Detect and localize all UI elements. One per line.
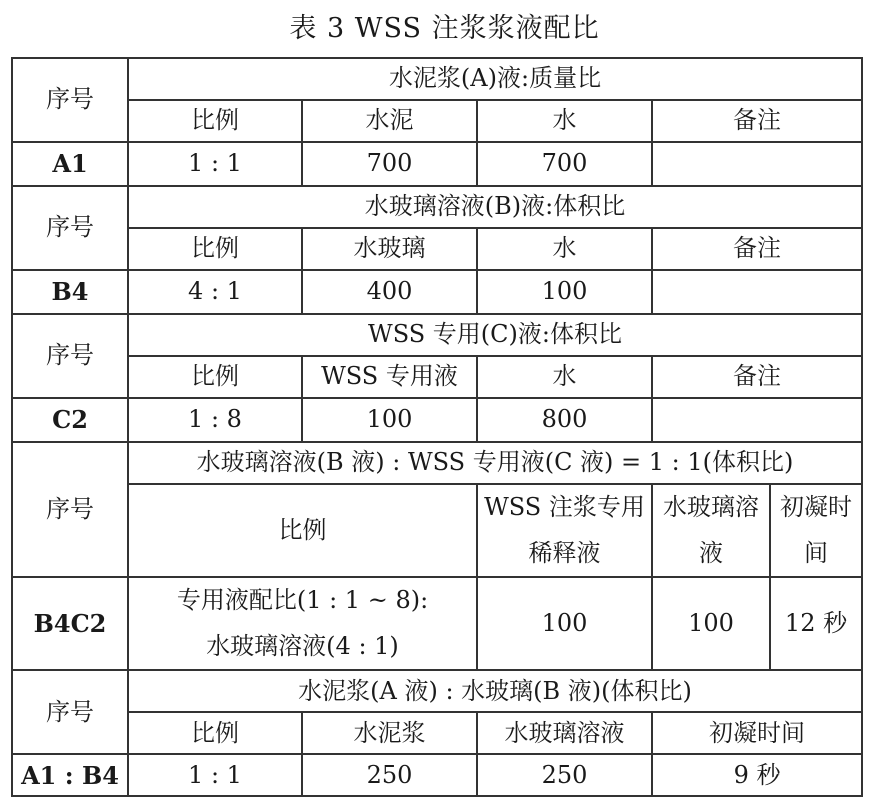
table-cell	[652, 398, 862, 442]
column-header: 水泥浆	[302, 712, 477, 754]
table-row	[12, 270, 862, 314]
table-cell: 1 : 1	[128, 754, 302, 796]
table-row	[12, 754, 862, 796]
column-header: 水玻璃溶液	[652, 484, 770, 577]
section-a-column-row	[12, 100, 862, 142]
table-cell: 100	[652, 577, 770, 670]
section-c-column-row	[12, 356, 862, 398]
column-header: 比例	[128, 484, 477, 577]
grout-mix-table	[11, 57, 863, 797]
ratio-cell	[128, 577, 477, 670]
section-a-header-row	[12, 58, 862, 100]
section-b-header-row	[12, 186, 862, 228]
table-row	[12, 577, 862, 670]
column-header: 水泥	[302, 100, 477, 142]
table-cell: 4 : 1	[128, 270, 302, 314]
table-cell: 100	[302, 398, 477, 442]
column-header: 水	[477, 356, 652, 398]
column-header: 初凝时间	[652, 712, 862, 754]
table-cell: 400	[302, 270, 477, 314]
table-cell: 1 : 1	[128, 142, 302, 186]
table-cell: 800	[477, 398, 652, 442]
table-cell: 250	[477, 754, 652, 796]
table-cell: 1 : 8	[128, 398, 302, 442]
row-id: A1	[12, 142, 128, 186]
table-row	[12, 398, 862, 442]
section-ab-header-row	[12, 670, 862, 712]
seq-label: 序号	[12, 314, 128, 398]
column-header: 水玻璃	[302, 228, 477, 270]
section-c-header-row	[12, 314, 862, 356]
table-row	[12, 142, 862, 186]
table-cell	[652, 142, 862, 186]
section-header: 水玻璃溶液(B)液:体积比	[128, 186, 862, 228]
seq-label: 序号	[12, 442, 128, 577]
table-cell: 12 秒	[770, 577, 862, 670]
section-bc-column-row	[12, 484, 862, 577]
table-title: 表 3 WSS 注浆浆液配比	[289, 12, 600, 44]
ratio-line: 专用液配比(1 : 1 ~ 8):	[176, 586, 429, 615]
table-cell: 700	[302, 142, 477, 186]
row-id: A1 : B4	[12, 754, 128, 796]
column-header: 初凝时间	[770, 484, 862, 577]
column-header: 水玻璃溶液	[477, 712, 652, 754]
section-header: 水泥浆(A 液) : 水玻璃(B 液)(体积比)	[128, 670, 862, 712]
column-header: WSS 注浆专用稀释液	[477, 484, 652, 577]
seq-label: 序号	[12, 58, 128, 142]
table-cell: 700	[477, 142, 652, 186]
column-header: 比例	[128, 100, 302, 142]
section-header: 水泥浆(A)液:质量比	[128, 58, 862, 100]
section-header: 水玻璃溶液(B 液) : WSS 专用液(C 液) = 1 : 1(体积比)	[128, 442, 862, 484]
row-id: B4C2	[12, 577, 128, 670]
column-header: 比例	[128, 228, 302, 270]
section-header: WSS 专用(C)液:体积比	[128, 314, 862, 356]
section-bc-header-row	[12, 442, 862, 484]
section-b-column-row	[12, 228, 862, 270]
column-header: 比例	[128, 712, 302, 754]
table-cell: 250	[302, 754, 477, 796]
ratio-line: 水玻璃溶液(4 : 1)	[206, 631, 399, 660]
seq-label: 序号	[12, 670, 128, 754]
table-cell: 100	[477, 270, 652, 314]
seq-label: 序号	[12, 186, 128, 270]
column-header: 备注	[652, 228, 862, 270]
column-header: WSS 专用液	[302, 356, 477, 398]
table-cell: 100	[477, 577, 652, 670]
table-cell	[652, 270, 862, 314]
column-header: 备注	[652, 356, 862, 398]
column-header: 水	[477, 100, 652, 142]
table-cell: 9 秒	[652, 754, 862, 796]
column-header: 比例	[128, 356, 302, 398]
row-id: B4	[12, 270, 128, 314]
column-header: 水	[477, 228, 652, 270]
row-id: C2	[12, 398, 128, 442]
section-ab-column-row	[12, 712, 862, 754]
column-header: 备注	[652, 100, 862, 142]
